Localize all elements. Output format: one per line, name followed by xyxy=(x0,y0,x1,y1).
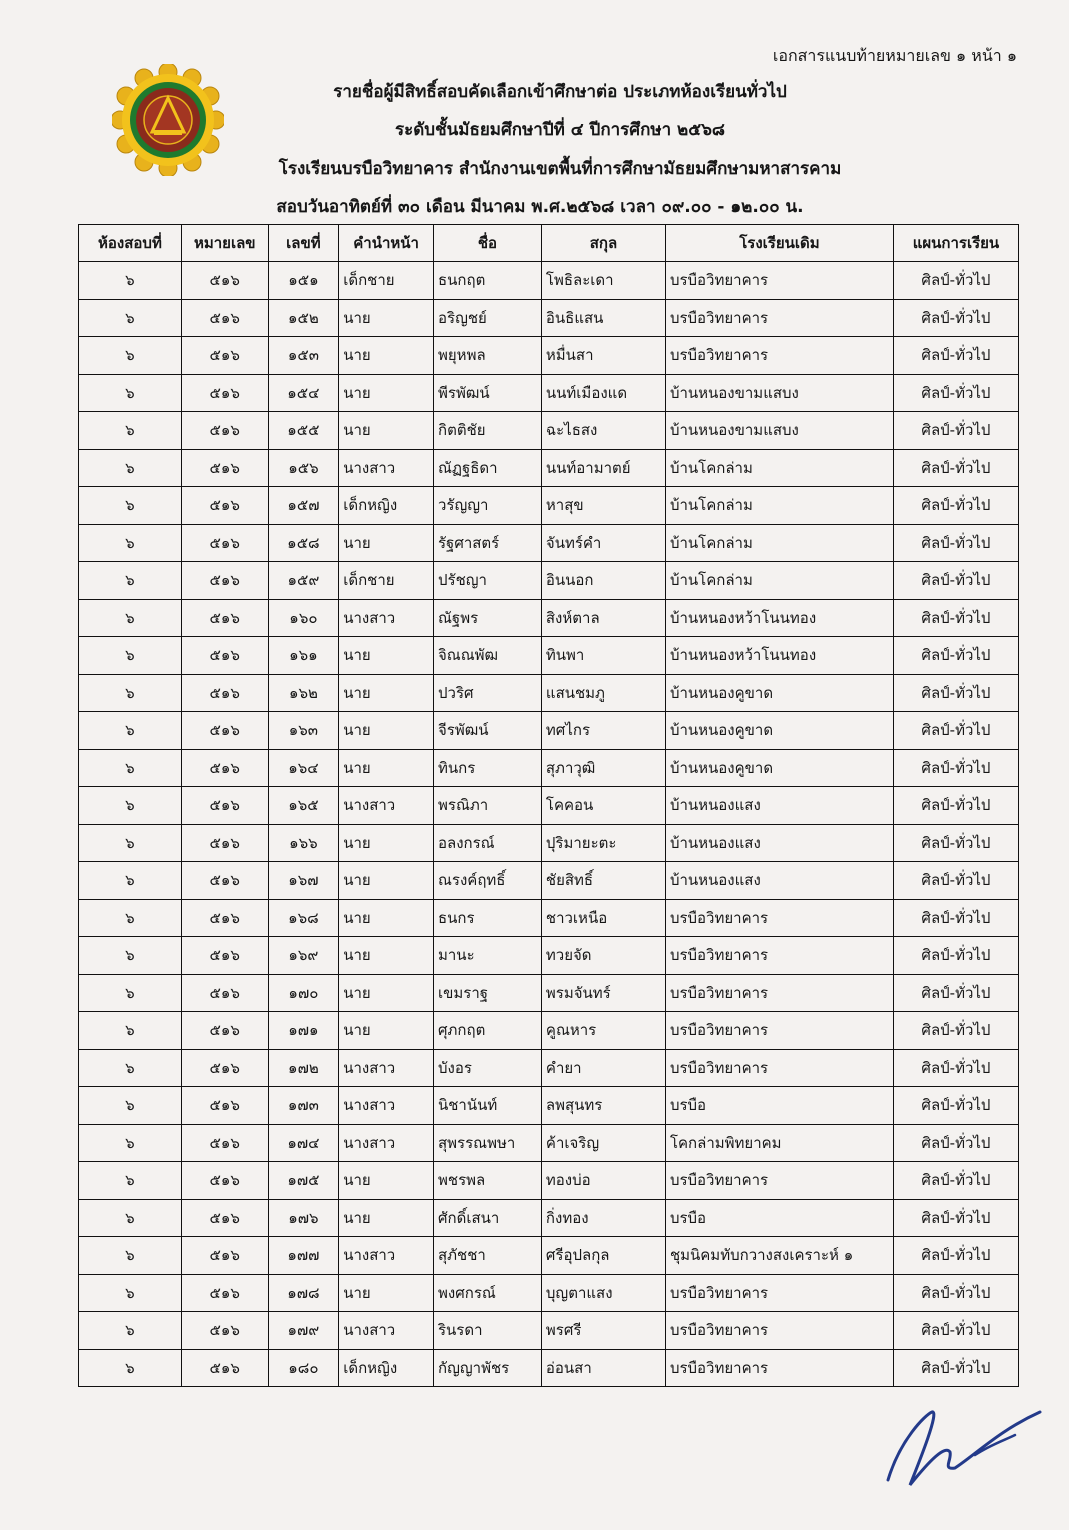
cell-study-plan: ศิลป์-ทั่วไป xyxy=(893,1237,1018,1275)
header-previous-school: โรงเรียนเดิม xyxy=(665,225,893,262)
cell-surname: ฉะไธสง xyxy=(541,412,665,450)
table-row xyxy=(79,262,1019,300)
cell-prefix: เด็กหญิง xyxy=(339,487,434,525)
cell-number: ๕๑๖ xyxy=(181,374,268,412)
header-seat-no: เลขที่ xyxy=(268,225,339,262)
header-prefix: คำนำหน้า xyxy=(339,225,434,262)
cell-surname: แสนชมภู xyxy=(541,674,665,712)
cell-first-name: ณรงค์ฤทธิ์ xyxy=(434,862,542,900)
table-row xyxy=(79,487,1019,525)
cell-surname: ปุริมายะตะ xyxy=(541,824,665,862)
cell-first-name: ธนกร xyxy=(434,899,542,937)
cell-number: ๕๑๖ xyxy=(181,487,268,525)
cell-surname: พรมจันทร์ xyxy=(541,974,665,1012)
table-row xyxy=(79,787,1019,825)
table-row xyxy=(79,712,1019,750)
cell-study-plan: ศิลป์-ทั่วไป xyxy=(893,787,1018,825)
cell-surname: สิงห์ตาล xyxy=(541,599,665,637)
cell-number: ๕๑๖ xyxy=(181,749,268,787)
cell-previous-school: ชุมนิคมทับกวางสงเคราะห์ ๑ xyxy=(665,1237,893,1275)
cell-first-name: วรัญญา xyxy=(434,487,542,525)
header-school: โรงเรียนบรบือวิทยาคาร สำนักงานเขตพื้นที่การศึกษามัธยมศึกษามหาสารคาม xyxy=(278,159,842,179)
cell-exam-room: ๖ xyxy=(79,674,182,712)
cell-first-name: จิณณพัฒ xyxy=(434,637,542,675)
cell-study-plan: ศิลป์-ทั่วไป xyxy=(893,637,1018,675)
cell-number: ๕๑๖ xyxy=(181,937,268,975)
cell-seat-no: ๑๖๔ xyxy=(268,749,339,787)
cell-exam-room: ๖ xyxy=(79,1199,182,1237)
cell-previous-school: บรบือ xyxy=(665,1199,893,1237)
table-row xyxy=(79,1124,1019,1162)
table-row xyxy=(79,599,1019,637)
table-row xyxy=(79,862,1019,900)
table-row xyxy=(79,449,1019,487)
cell-number: ๕๑๖ xyxy=(181,337,268,375)
header-level: ระดับชั้นมัธยมศึกษาปีที่ ๔ ปีการศึกษา ๒๕๖๘ xyxy=(394,120,726,140)
cell-study-plan: ศิลป์-ทั่วไป xyxy=(893,374,1018,412)
cell-prefix: นางสาว xyxy=(339,1237,434,1275)
cell-exam-room: ๖ xyxy=(79,712,182,750)
cell-surname: อินธิแสน xyxy=(541,299,665,337)
cell-study-plan: ศิลป์-ทั่วไป xyxy=(893,337,1018,375)
table-row xyxy=(79,299,1019,337)
cell-previous-school: บรบือวิทยาคาร xyxy=(665,299,893,337)
cell-seat-no: ๑๖๓ xyxy=(268,712,339,750)
table-header-row xyxy=(79,225,1019,262)
table-row xyxy=(79,1312,1019,1350)
header-surname: สกุล xyxy=(541,225,665,262)
table-body xyxy=(79,262,1019,1387)
cell-previous-school: บ้านหนองคูขาด xyxy=(665,712,893,750)
cell-first-name: พชรพล xyxy=(434,1162,542,1200)
cell-study-plan: ศิลป์-ทั่วไป xyxy=(893,1349,1018,1387)
cell-surname: ศรีอุปลกุล xyxy=(541,1237,665,1275)
cell-prefix: นางสาว xyxy=(339,599,434,637)
cell-prefix: นาย xyxy=(339,749,434,787)
cell-prefix: เด็กหญิง xyxy=(339,1349,434,1387)
cell-previous-school: บ้านหนองแสง xyxy=(665,824,893,862)
cell-seat-no: ๑๗๖ xyxy=(268,1199,339,1237)
cell-surname: โพธิละเดา xyxy=(541,262,665,300)
cell-study-plan: ศิลป์-ทั่วไป xyxy=(893,1049,1018,1087)
cell-exam-room: ๖ xyxy=(79,824,182,862)
cell-prefix: นาย xyxy=(339,524,434,562)
cell-first-name: รัฐศาสตร์ xyxy=(434,524,542,562)
cell-number: ๕๑๖ xyxy=(181,1049,268,1087)
cell-prefix: นาย xyxy=(339,899,434,937)
cell-previous-school: บ้านหนองคูขาด xyxy=(665,674,893,712)
cell-prefix: นางสาว xyxy=(339,787,434,825)
cell-prefix: นางสาว xyxy=(339,1312,434,1350)
cell-first-name: พยุหพล xyxy=(434,337,542,375)
cell-seat-no: ๑๖๕ xyxy=(268,787,339,825)
cell-exam-room: ๖ xyxy=(79,1349,182,1387)
cell-surname: อินนอก xyxy=(541,562,665,600)
cell-seat-no: ๑๖๘ xyxy=(268,899,339,937)
cell-first-name: กิตติชัย xyxy=(434,412,542,450)
cell-previous-school: บรบือวิทยาคาร xyxy=(665,262,893,300)
cell-previous-school: บ้านหนองคูขาด xyxy=(665,749,893,787)
cell-exam-room: ๖ xyxy=(79,599,182,637)
header-exam-date: สอบวันอาทิตย์ที่ ๓๐ เดือน มีนาคม พ.ศ.๒๕๖๘ เวลา ๐๙.๐๐ - ๑๒.๐๐ น. xyxy=(276,197,804,217)
cell-study-plan: ศิลป์-ทั่วไป xyxy=(893,899,1018,937)
cell-seat-no: ๑๖๖ xyxy=(268,824,339,862)
cell-first-name: ณัฐพร xyxy=(434,599,542,637)
cell-study-plan: ศิลป์-ทั่วไป xyxy=(893,524,1018,562)
cell-seat-no: ๑๗๗ xyxy=(268,1237,339,1275)
cell-surname: ค้าเจริญ xyxy=(541,1124,665,1162)
cell-first-name: เขมราฐ xyxy=(434,974,542,1012)
table-row xyxy=(79,937,1019,975)
cell-previous-school: บ้านหนองขามแสบง xyxy=(665,374,893,412)
cell-exam-room: ๖ xyxy=(79,1049,182,1087)
table-row xyxy=(79,1349,1019,1387)
cell-previous-school: บรบือวิทยาคาร xyxy=(665,1349,893,1387)
cell-previous-school: บ้านโคกล่าม xyxy=(665,562,893,600)
cell-first-name: ณัฏฐธิดา xyxy=(434,449,542,487)
cell-exam-room: ๖ xyxy=(79,1012,182,1050)
cell-first-name: ธนกฤต xyxy=(434,262,542,300)
cell-surname: พรศรี xyxy=(541,1312,665,1350)
cell-previous-school: บ้านโคกล่าม xyxy=(665,524,893,562)
cell-surname: โคคอน xyxy=(541,787,665,825)
cell-seat-no: ๑๖๑ xyxy=(268,637,339,675)
handwritten-signature xyxy=(880,1400,1050,1495)
cell-previous-school: บรบือวิทยาคาร xyxy=(665,974,893,1012)
cell-prefix: นาย xyxy=(339,824,434,862)
cell-first-name: จีรพัฒน์ xyxy=(434,712,542,750)
cell-study-plan: ศิลป์-ทั่วไป xyxy=(893,712,1018,750)
cell-previous-school: โคกล่ามพิทยาคม xyxy=(665,1124,893,1162)
table-row xyxy=(79,1012,1019,1050)
cell-prefix: นาย xyxy=(339,712,434,750)
cell-number: ๕๑๖ xyxy=(181,1312,268,1350)
cell-study-plan: ศิลป์-ทั่วไป xyxy=(893,1162,1018,1200)
cell-exam-room: ๖ xyxy=(79,1312,182,1350)
cell-exam-room: ๖ xyxy=(79,862,182,900)
cell-study-plan: ศิลป์-ทั่วไป xyxy=(893,1274,1018,1312)
table-row xyxy=(79,1049,1019,1087)
cell-number: ๕๑๖ xyxy=(181,1274,268,1312)
cell-prefix: นาย xyxy=(339,412,434,450)
cell-number: ๕๑๖ xyxy=(181,1237,268,1275)
table-row xyxy=(79,749,1019,787)
cell-prefix: นาย xyxy=(339,1274,434,1312)
cell-number: ๕๑๖ xyxy=(181,299,268,337)
cell-number: ๕๑๖ xyxy=(181,824,268,862)
table-row xyxy=(79,974,1019,1012)
cell-first-name: อลงกรณ์ xyxy=(434,824,542,862)
cell-first-name: สุพรรณพษา xyxy=(434,1124,542,1162)
cell-seat-no: ๑๗๐ xyxy=(268,974,339,1012)
cell-exam-room: ๖ xyxy=(79,1124,182,1162)
cell-number: ๕๑๖ xyxy=(181,674,268,712)
cell-prefix: นาย xyxy=(339,299,434,337)
cell-surname: ทศไกร xyxy=(541,712,665,750)
cell-previous-school: บ้านหนองหว้าโนนทอง xyxy=(665,599,893,637)
cell-prefix: เด็กชาย xyxy=(339,562,434,600)
cell-first-name: มานะ xyxy=(434,937,542,975)
cell-first-name: นิชานันท์ xyxy=(434,1087,542,1125)
cell-previous-school: บรบือวิทยาคาร xyxy=(665,1012,893,1050)
candidate-table xyxy=(78,224,1019,1387)
cell-study-plan: ศิลป์-ทั่วไป xyxy=(893,412,1018,450)
cell-exam-room: ๖ xyxy=(79,974,182,1012)
cell-seat-no: ๑๕๒ xyxy=(268,299,339,337)
cell-first-name: ศุภกฤต xyxy=(434,1012,542,1050)
cell-first-name: พงศกรณ์ xyxy=(434,1274,542,1312)
cell-seat-no: ๑๘๐ xyxy=(268,1349,339,1387)
cell-study-plan: ศิลป์-ทั่วไป xyxy=(893,862,1018,900)
cell-first-name: พรณิภา xyxy=(434,787,542,825)
table-row xyxy=(79,1199,1019,1237)
cell-surname: หมื่นสา xyxy=(541,337,665,375)
header-study-plan: แผนการเรียน xyxy=(893,225,1018,262)
cell-surname: คูณหาร xyxy=(541,1012,665,1050)
cell-first-name: สุภัชชา xyxy=(434,1237,542,1275)
cell-prefix: เด็กชาย xyxy=(339,262,434,300)
cell-previous-school: บรบือวิทยาคาร xyxy=(665,1274,893,1312)
table-row xyxy=(79,1162,1019,1200)
cell-first-name: บังอร xyxy=(434,1049,542,1087)
cell-seat-no: ๑๕๔ xyxy=(268,374,339,412)
cell-prefix: นาย xyxy=(339,937,434,975)
cell-study-plan: ศิลป์-ทั่วไป xyxy=(893,974,1018,1012)
cell-study-plan: ศิลป์-ทั่วไป xyxy=(893,674,1018,712)
cell-exam-room: ๖ xyxy=(79,637,182,675)
cell-surname: ทินพา xyxy=(541,637,665,675)
cell-exam-room: ๖ xyxy=(79,449,182,487)
table-row xyxy=(79,337,1019,375)
cell-exam-room: ๖ xyxy=(79,374,182,412)
table-row xyxy=(79,1274,1019,1312)
table-row xyxy=(79,899,1019,937)
cell-exam-room: ๖ xyxy=(79,937,182,975)
cell-exam-room: ๖ xyxy=(79,1274,182,1312)
cell-prefix: นาย xyxy=(339,1012,434,1050)
cell-first-name: ศักดิ์เสนา xyxy=(434,1199,542,1237)
cell-surname: นนท์เมืองแด xyxy=(541,374,665,412)
cell-previous-school: บรบือวิทยาคาร xyxy=(665,1162,893,1200)
cell-prefix: นางสาว xyxy=(339,1124,434,1162)
cell-seat-no: ๑๕๕ xyxy=(268,412,339,450)
cell-seat-no: ๑๗๓ xyxy=(268,1087,339,1125)
cell-seat-no: ๑๗๘ xyxy=(268,1274,339,1312)
cell-surname: นนท์อามาตย์ xyxy=(541,449,665,487)
cell-previous-school: บรบือวิทยาคาร xyxy=(665,1312,893,1350)
cell-first-name: อริญชย์ xyxy=(434,299,542,337)
cell-study-plan: ศิลป์-ทั่วไป xyxy=(893,1012,1018,1050)
cell-previous-school: บ้านโคกล่าม xyxy=(665,487,893,525)
cell-first-name: ปวริศ xyxy=(434,674,542,712)
cell-exam-room: ๖ xyxy=(79,299,182,337)
cell-number: ๕๑๖ xyxy=(181,1199,268,1237)
cell-previous-school: บรบือวิทยาคาร xyxy=(665,899,893,937)
cell-exam-room: ๖ xyxy=(79,749,182,787)
cell-number: ๕๑๖ xyxy=(181,562,268,600)
cell-seat-no: ๑๕๑ xyxy=(268,262,339,300)
cell-study-plan: ศิลป์-ทั่วไป xyxy=(893,1124,1018,1162)
cell-number: ๕๑๖ xyxy=(181,1012,268,1050)
cell-prefix: นาย xyxy=(339,637,434,675)
cell-first-name: ทินกร xyxy=(434,749,542,787)
cell-number: ๕๑๖ xyxy=(181,449,268,487)
cell-prefix: นางสาว xyxy=(339,449,434,487)
cell-prefix: นาย xyxy=(339,674,434,712)
cell-seat-no: ๑๕๖ xyxy=(268,449,339,487)
table-row xyxy=(79,1237,1019,1275)
cell-exam-room: ๖ xyxy=(79,1087,182,1125)
cell-study-plan: ศิลป์-ทั่วไป xyxy=(893,562,1018,600)
cell-number: ๕๑๖ xyxy=(181,1124,268,1162)
cell-exam-room: ๖ xyxy=(79,262,182,300)
table-row xyxy=(79,637,1019,675)
cell-number: ๕๑๖ xyxy=(181,862,268,900)
cell-surname: กิ่งทอง xyxy=(541,1199,665,1237)
cell-surname: ทวยจัด xyxy=(541,937,665,975)
cell-number: ๕๑๖ xyxy=(181,1349,268,1387)
cell-number: ๕๑๖ xyxy=(181,412,268,450)
cell-number: ๕๑๖ xyxy=(181,1162,268,1200)
cell-surname: ชาวเหนือ xyxy=(541,899,665,937)
cell-exam-room: ๖ xyxy=(79,899,182,937)
cell-study-plan: ศิลป์-ทั่วไป xyxy=(893,1087,1018,1125)
cell-number: ๕๑๖ xyxy=(181,637,268,675)
table-row xyxy=(79,524,1019,562)
cell-prefix: นางสาว xyxy=(339,1087,434,1125)
cell-previous-school: บ้านหนองหว้าโนนทอง xyxy=(665,637,893,675)
table-row xyxy=(79,412,1019,450)
cell-number: ๕๑๖ xyxy=(181,787,268,825)
cell-seat-no: ๑๕๙ xyxy=(268,562,339,600)
cell-previous-school: บ้านหนองขามแสบง xyxy=(665,412,893,450)
cell-seat-no: ๑๖๗ xyxy=(268,862,339,900)
table-row xyxy=(79,562,1019,600)
header-first-name: ชื่อ xyxy=(434,225,542,262)
cell-exam-room: ๖ xyxy=(79,1162,182,1200)
cell-study-plan: ศิลป์-ทั่วไป xyxy=(893,937,1018,975)
cell-prefix: นาย xyxy=(339,1199,434,1237)
cell-first-name: รินรดา xyxy=(434,1312,542,1350)
cell-surname: อ่อนสา xyxy=(541,1349,665,1387)
cell-exam-room: ๖ xyxy=(79,337,182,375)
cell-number: ๕๑๖ xyxy=(181,712,268,750)
cell-seat-no: ๑๖๙ xyxy=(268,937,339,975)
cell-study-plan: ศิลป์-ทั่วไป xyxy=(893,824,1018,862)
header-exam-room: ห้องสอบที่ xyxy=(79,225,182,262)
header-number: หมายเลข xyxy=(181,225,268,262)
cell-surname: หาสุข xyxy=(541,487,665,525)
cell-surname: ลพสุนทร xyxy=(541,1087,665,1125)
cell-previous-school: บ้านหนองแสง xyxy=(665,787,893,825)
cell-prefix: นาย xyxy=(339,337,434,375)
cell-seat-no: ๑๖๐ xyxy=(268,599,339,637)
table-row xyxy=(79,674,1019,712)
cell-study-plan: ศิลป์-ทั่วไป xyxy=(893,449,1018,487)
cell-seat-no: ๑๗๑ xyxy=(268,1012,339,1050)
cell-number: ๕๑๖ xyxy=(181,599,268,637)
cell-first-name: พีรพัฒน์ xyxy=(434,374,542,412)
cell-number: ๕๑๖ xyxy=(181,974,268,1012)
cell-study-plan: ศิลป์-ทั่วไป xyxy=(893,599,1018,637)
cell-prefix: นาย xyxy=(339,862,434,900)
cell-surname: ชัยสิทธิ์ xyxy=(541,862,665,900)
cell-number: ๕๑๖ xyxy=(181,262,268,300)
cell-exam-room: ๖ xyxy=(79,412,182,450)
cell-study-plan: ศิลป์-ทั่วไป xyxy=(893,299,1018,337)
table-row xyxy=(79,374,1019,412)
cell-seat-no: ๑๕๓ xyxy=(268,337,339,375)
cell-surname: จันทร์คำ xyxy=(541,524,665,562)
cell-study-plan: ศิลป์-ทั่วไป xyxy=(893,1199,1018,1237)
cell-seat-no: ๑๖๒ xyxy=(268,674,339,712)
cell-seat-no: ๑๗๔ xyxy=(268,1124,339,1162)
cell-prefix: นาย xyxy=(339,374,434,412)
cell-surname: คำยา xyxy=(541,1049,665,1087)
cell-number: ๕๑๖ xyxy=(181,899,268,937)
cell-previous-school: บ้านโคกล่าม xyxy=(665,449,893,487)
cell-study-plan: ศิลป์-ทั่วไป xyxy=(893,749,1018,787)
table-row xyxy=(79,824,1019,862)
cell-previous-school: บรบือวิทยาคาร xyxy=(665,1049,893,1087)
cell-first-name: กัญญาพัชร xyxy=(434,1349,542,1387)
cell-seat-no: ๑๗๕ xyxy=(268,1162,339,1200)
cell-previous-school: บรบือวิทยาคาร xyxy=(665,337,893,375)
cell-previous-school: บ้านหนองแสง xyxy=(665,862,893,900)
cell-prefix: นาย xyxy=(339,1162,434,1200)
cell-number: ๕๑๖ xyxy=(181,524,268,562)
cell-prefix: นาย xyxy=(339,974,434,1012)
cell-exam-room: ๖ xyxy=(79,487,182,525)
cell-study-plan: ศิลป์-ทั่วไป xyxy=(893,262,1018,300)
cell-surname: สุภาวุฒิ xyxy=(541,749,665,787)
cell-exam-room: ๖ xyxy=(79,524,182,562)
table-row xyxy=(79,1087,1019,1125)
cell-exam-room: ๖ xyxy=(79,787,182,825)
cell-surname: บุญตาแสง xyxy=(541,1274,665,1312)
cell-surname: ทองบ่อ xyxy=(541,1162,665,1200)
cell-prefix: นางสาว xyxy=(339,1049,434,1087)
cell-first-name: ปรัชญา xyxy=(434,562,542,600)
header-title: รายชื่อผู้มีสิทธิ์สอบคัดเลือกเข้าศึกษาต่อ ประเภทห้องเรียนทั่วไป xyxy=(333,82,787,102)
document-reference: เอกสารแนบท้ายหมายเลข ๑ หน้า ๑ xyxy=(772,46,1017,65)
cell-seat-no: ๑๗๒ xyxy=(268,1049,339,1087)
cell-exam-room: ๖ xyxy=(79,562,182,600)
cell-seat-no: ๑๕๗ xyxy=(268,487,339,525)
cell-seat-no: ๑๗๙ xyxy=(268,1312,339,1350)
cell-study-plan: ศิลป์-ทั่วไป xyxy=(893,1312,1018,1350)
cell-seat-no: ๑๕๘ xyxy=(268,524,339,562)
cell-previous-school: บรบือวิทยาคาร xyxy=(665,937,893,975)
cell-number: ๕๑๖ xyxy=(181,1087,268,1125)
cell-study-plan: ศิลป์-ทั่วไป xyxy=(893,487,1018,525)
cell-exam-room: ๖ xyxy=(79,1237,182,1275)
cell-previous-school: บรบือ xyxy=(665,1087,893,1125)
